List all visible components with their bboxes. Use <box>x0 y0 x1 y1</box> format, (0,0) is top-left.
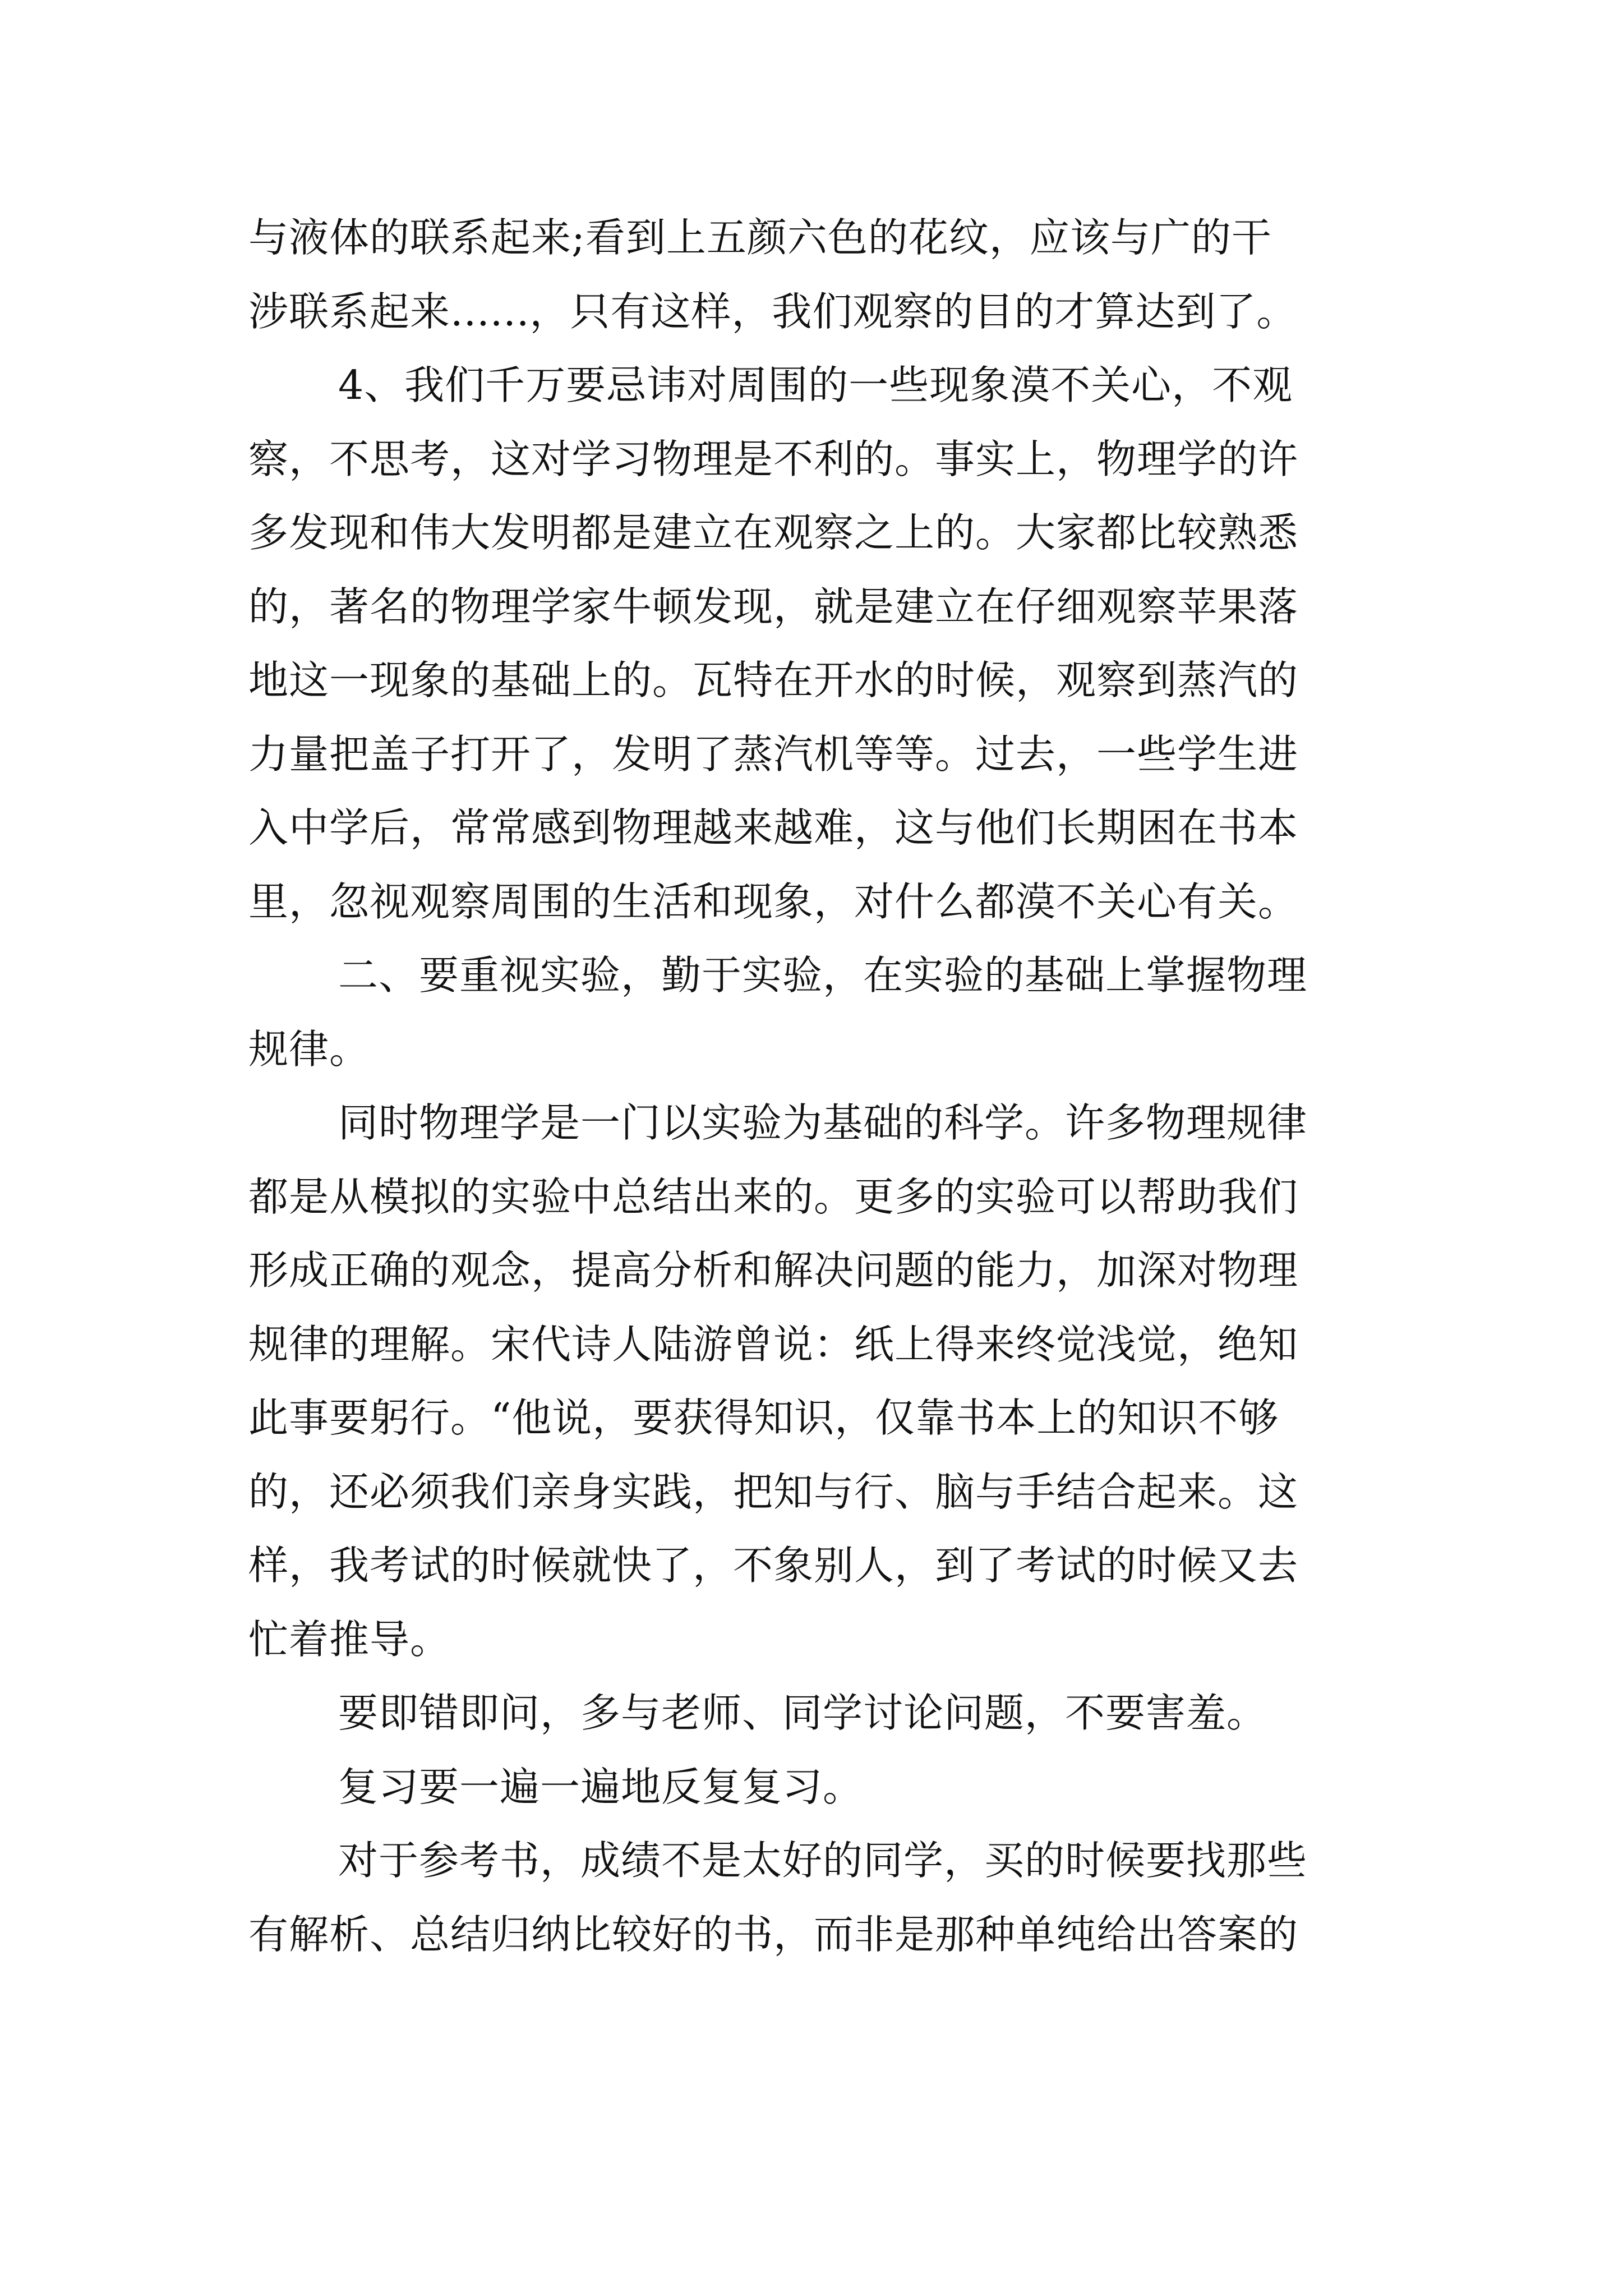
text-line: 的，著名的物理学家牛顿发现，就是建立在仔细观察苹果落 <box>248 583 1299 630</box>
text-line: 要即错即问，多与老师、同学讨论问题，不要害羞。 <box>338 1690 1267 1736</box>
text-line: 此事要躬行。“他说，要获得知识，仅靠书本上的知识不够 <box>248 1395 1279 1441</box>
text-line: 忙着推导。 <box>248 1616 451 1663</box>
text-line: 规律。 <box>248 1025 370 1073</box>
text-line: 里，忽视观察周围的生活和现象，对什么都漠不关心有关。 <box>248 878 1299 925</box>
text-line: 力量把盖子打开了，发明了蒸汽机等等。过去，一些学生进 <box>248 730 1299 777</box>
text-line: 对于参考书，成绩不是太好的同学，买的时候要找那些 <box>338 1837 1308 1884</box>
text-line: 形成正确的观念，提高分析和解决问题的能力，加深对物理 <box>248 1247 1299 1294</box>
text-line: 样，我考试的时候就快了，不象别人，到了考试的时候又去 <box>248 1542 1299 1589</box>
text-line: 的，还必须我们亲身实践，把知与行、脑与手结合起来。这 <box>248 1468 1299 1515</box>
text-line: 地这一现象的基础上的。瓦特在开水的时候，观察到蒸汽的 <box>248 657 1299 703</box>
text-line: 规律的理解。宋代诗人陆游曾说：纸上得来终觉浅觉，绝知 <box>248 1320 1299 1368</box>
text-line: 入中学后，常常感到物理越来越难，这与他们长期困在书本 <box>248 804 1299 851</box>
text-line: 有解析、总结归纳比较好的书，而非是那种单纯给出答案的 <box>248 1911 1299 1958</box>
text-line: 复习要一遍一遍地反复复习。 <box>338 1763 864 1810</box>
text-line: 察，不思考，这对学习物理是不利的。事实上，物理学的许 <box>248 435 1299 482</box>
text-line: 二、要重视实验，勤于实验，在实验的基础上掌握物理 <box>338 952 1308 999</box>
text-line: 多发现和伟大发明都是建立在观察之上的。大家都比较熟悉 <box>248 509 1299 556</box>
text-line: 涉联系起来......，只有这样，我们观察的目的才算达到了。 <box>248 288 1297 335</box>
body-text <box>248 201 1398 1971</box>
text-line: 与液体的联系起来;看到上五颜六色的花纹，应该与广的干 <box>248 214 1272 261</box>
text-line: 都是从模拟的实验中总结出来的。更多的实验可以帮助我们 <box>248 1173 1299 1220</box>
text-line: 同时物理学是一门以实验为基础的科学。许多物理规律 <box>338 1099 1308 1146</box>
text-line: 4、我们千万要忌讳对周围的一些现象漠不关心，不观 <box>338 362 1293 408</box>
